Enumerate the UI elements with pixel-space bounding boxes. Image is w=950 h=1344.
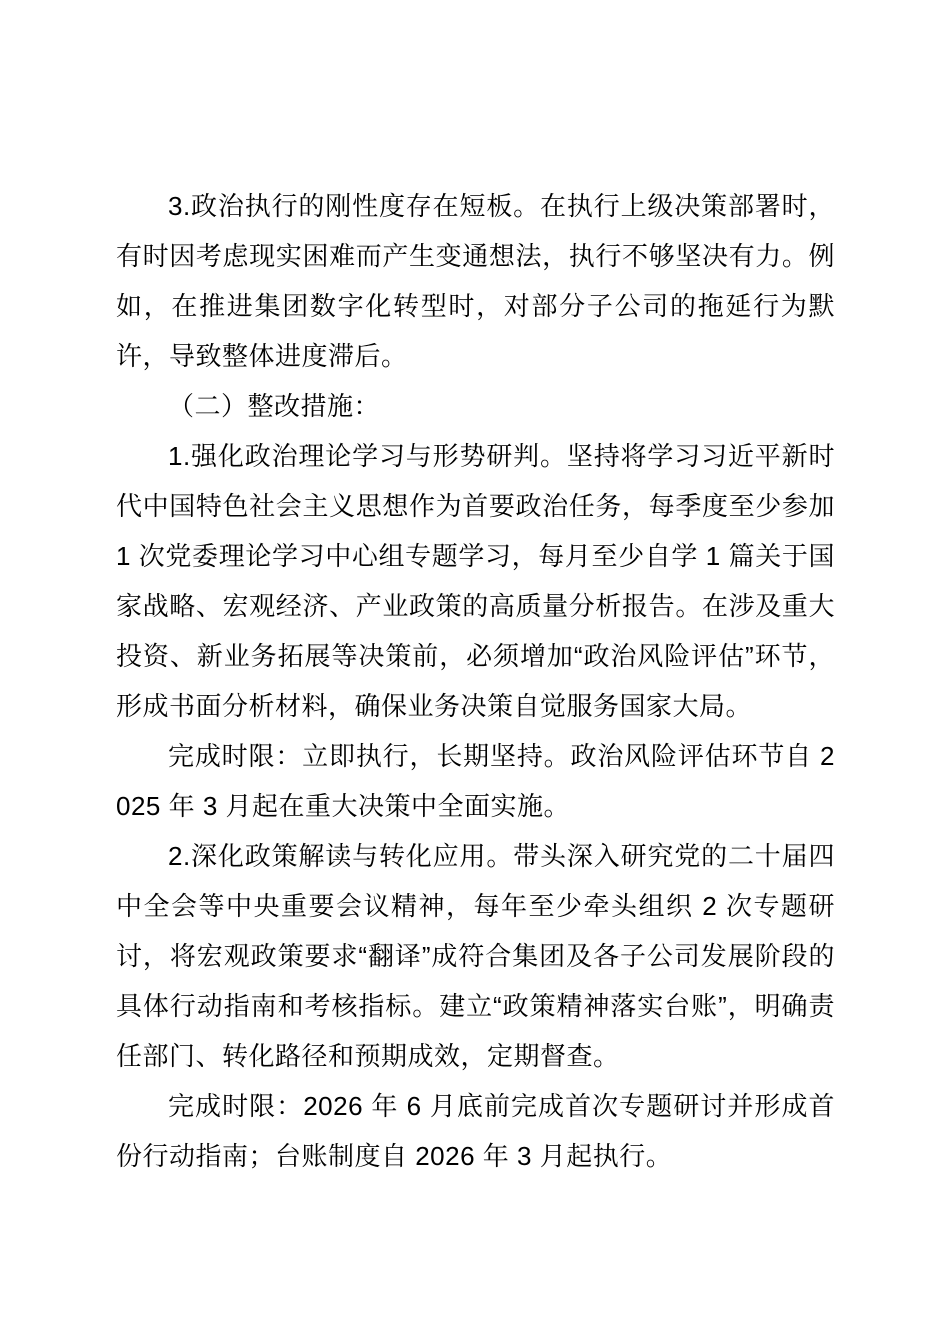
subheading-rectification-measures: （二）整改措施：	[168, 391, 381, 421]
document-body	[116, 181, 835, 1181]
paragraph-deadline-1: 完成时限：立即执行，长期坚持。政治风险评估环节自 2025 年 3 月起在重大决策中全面实施。	[116, 741, 835, 821]
paragraph-measure-1: 1.强化政治理论学习与形势研判。坚持将学习习近平新时代中国特色社会主义思想作为首要政治任务，每季度至少参加 1 次党委理论学习中心组专题学习，每月至少自学 1 篇关于国家战略、宏观经济、产业政策的高质量分析报告。在涉及重大投资、新业务拓展等决策前，必须增加“政治风险评估”环节，形成书面分析材料，确保业务决策自觉服务国家大局。	[116, 441, 835, 721]
paragraph-deadline-2: 完成时限：2026 年 6 月底前完成首次专题研讨并形成首份行动指南；台账制度自 2026 年 3 月起执行。	[116, 1091, 835, 1171]
paragraph-measure-2: 2.深化政策解读与转化应用。带头深入研究党的二十届四中全会等中央重要会议精神，每年至少牵头组织 2 次专题研讨，将宏观政策要求“翻译”成符合集团及各子公司发展阶段的具体行动指南和考核指标。建立“政策精神落实台账”，明确责任部门、转化路径和预期成效，定期督查。	[116, 841, 835, 1071]
paragraph-problem-3: 3.政治执行的刚性度存在短板。在执行上级决策部署时，有时因考虑现实困难而产生变通想法，执行不够坚决有力。例如，在推进集团数字化转型时，对部分子公司的拖延行为默许，导致整体进度滞后。	[116, 191, 835, 371]
